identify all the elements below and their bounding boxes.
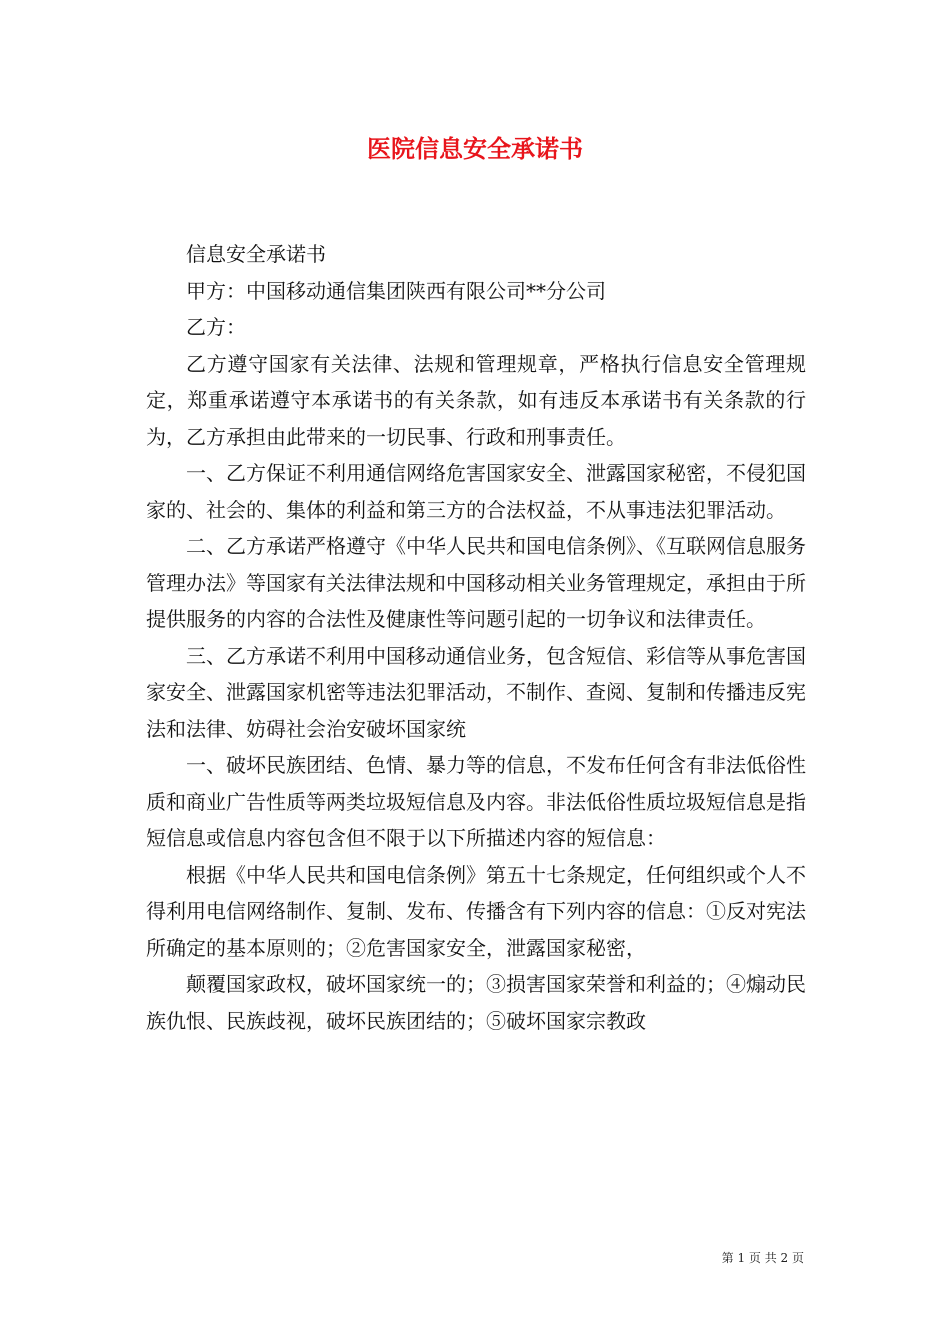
paragraph-party-a: 甲方：中国移动通信集团陕西有限公司**分公司: [186, 278, 606, 303]
paragraph-party-b: 乙方：: [186, 315, 246, 339]
document-title: 医院信息安全承诺书: [367, 134, 583, 163]
page-number: 第 1 页 共 2 页: [721, 1251, 804, 1265]
paragraph-regulation-cont: 颠覆国家政权，破坏国家统一的；③损害国家荣誉和利益的；④煽动民族仇恨、民族歧视，破坏民族团结的；⑤破坏国家宗教政: [146, 972, 806, 1033]
paragraph-intro: 乙方遵守国家有关法律、法规和管理规章，严格执行信息安全管理规定，郑重承诺遵守本承诺书的有关条款，如有违反本承诺书有关条款的行为，乙方承担由此带来的一切民事、行政和刑事责任。: [146, 351, 806, 449]
paragraph-clause-3-cont: 一、破坏民族团结、色情、暴力等的信息，不发布任何含有非法低俗性质和商业广告性质等两类垃圾短信息及内容。非法低俗性质垃圾短信息是指短信息或信息内容包含但不限于以下所描述内容的短信息：: [146, 753, 806, 850]
paragraph-clause-2: 二、乙方承诺严格遵守《中华人民共和国电信条例》、《互联网信息服务管理办法》等国家有关法律法规和中国移动相关业务管理规定，承担由于所提供服务的内容的合法性及健康性等问题引起的一切争议和法律责任。: [146, 534, 806, 631]
paragraph-heading: 信息安全承诺书: [186, 242, 326, 266]
paragraph-regulation: 根据《中华人民共和国电信条例》第五十七条规定，任何组织或个人不得利用电信网络制作、复制、发布、传播含有下列内容的信息：①反对宪法所确定的基本原则的；②危害国家安全，泄露国家秘密，: [146, 862, 806, 960]
paragraph-clause-1: 一、乙方保证不利用通信网络危害国家安全、泄露国家秘密，不侵犯国家的、社会的、集体的利益和第三方的合法权益，不从事违法犯罪活动。: [146, 461, 806, 522]
paragraph-clause-3: 三、乙方承诺不利用中国移动通信业务，包含短信、彩信等从事危害国家安全、泄露国家机密等违法犯罪活动，不制作、查阅、复制和传播违反宪法和法律、妨碍社会治安破坏国家统: [146, 643, 806, 741]
document-body: [146, 236, 806, 1039]
